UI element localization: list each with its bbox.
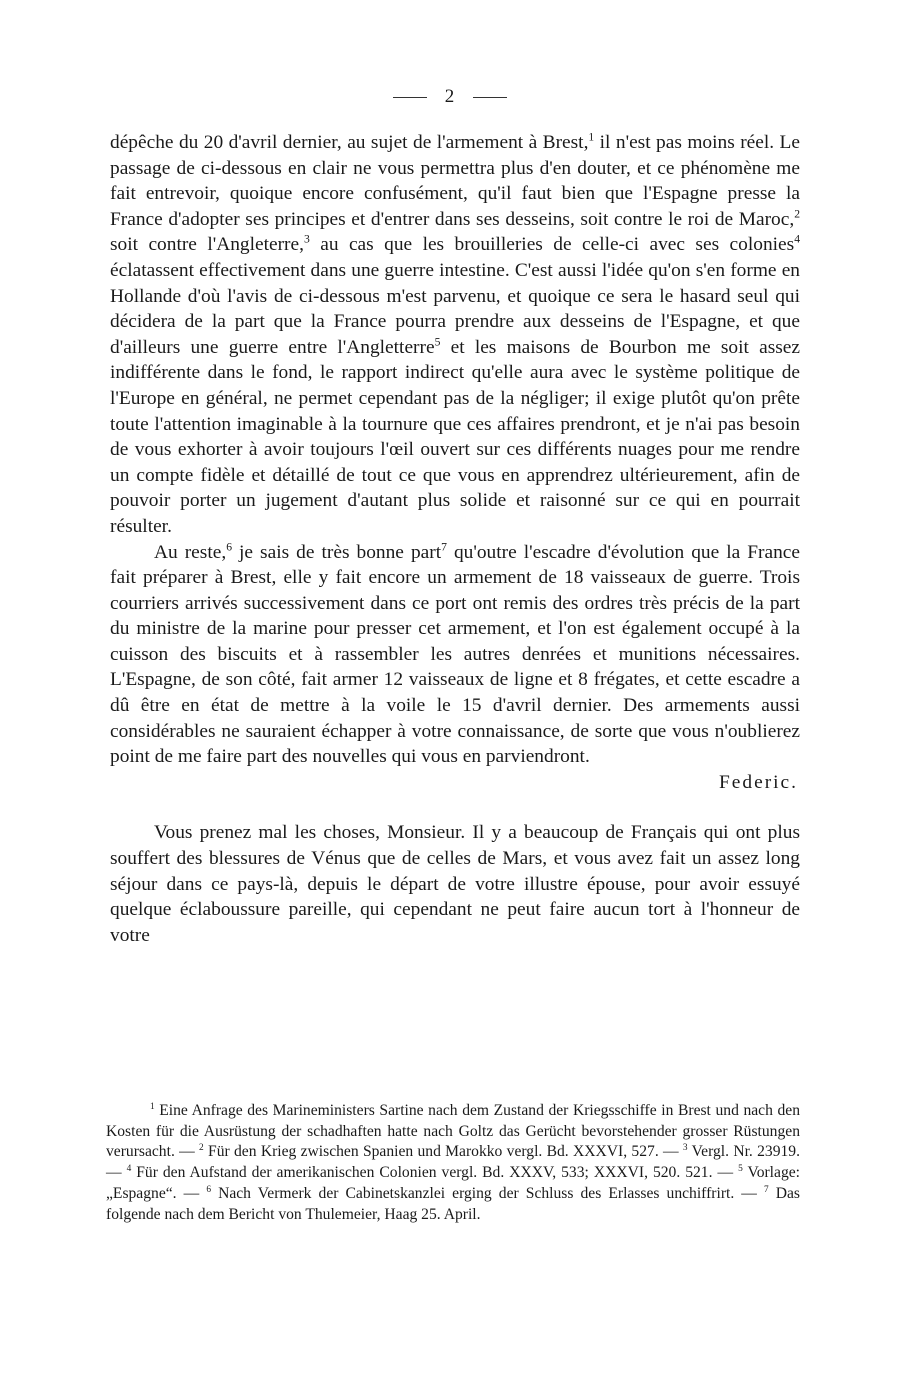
text-run: soit contre l'Angleterre, [110, 234, 304, 256]
text-run: dépêche du 20 d'avril dernier, au sujet de l'armement à Brest, [110, 132, 589, 153]
paragraph-1 [110, 130, 800, 540]
footnote-ref: 5 [434, 335, 441, 349]
footnote-marker: 5 [738, 1163, 743, 1174]
footnote-ref: 7 [441, 540, 447, 554]
text-run: il n'est pas moins réel. Le passage de ci-dessous en clair ne vous permettra plus d'en douter, et ce phénomène me fait entrevoir, quoique encore confusément, qu'il faut bien que l'Espagne presse la France d'adopter ses principes et d'entrer dans ses desseins, soit contre le roi de Maroc, [110, 132, 800, 230]
main-text [110, 130, 800, 948]
footnote-marker: 4 [126, 1163, 132, 1174]
section-gap [110, 795, 800, 820]
header-rule-right [473, 97, 507, 98]
footnote-marker: 7 [763, 1184, 769, 1195]
text-run: je sais de très bonne part [232, 541, 442, 563]
footnote-ref: 1 [588, 130, 595, 144]
text-run: Au reste, [154, 541, 227, 563]
footnote-ref: 2 [794, 207, 800, 221]
footnote-text: Vergl. Nr. 23919. — [106, 1143, 800, 1182]
footnote-text: Eine Anfrage des Marineministers Sartine nach dem Zustand der Kriegsschiffe in Brest und nach den Kosten für die Ausrüstung der schadhaften hatte nach Goltz das Gerücht bevorstehender grosser Rüstungen verursacht. — [106, 1102, 800, 1161]
footnote-ref: 6 [226, 540, 232, 554]
footnote-block [106, 1101, 800, 1225]
footnote-marker: 2 [199, 1143, 204, 1154]
footnote-text: Für den Krieg zwischen Spanien und Marokko vergl. Bd. XXXVI, 527. — [203, 1143, 683, 1161]
footnote-marker: 6 [206, 1184, 211, 1195]
paragraph-2 [110, 540, 800, 770]
page-number: 2 [444, 86, 456, 107]
footnotes [106, 1101, 800, 1225]
text-run: éclatassent effectivement dans une guerre intestine. C'est aussi l'idée qu'on s'en forme en Hollande d'où l'avis de ci-dessous m'est parvenu, et quoique ce sera le hasard seul qui décidera de la part que la France pourra prendre aux desseins de l'Espagne, et que d'ailleurs une guerre entre l'Angletterre [110, 259, 800, 358]
text-run: et les maisons de Bourbon me soit assez indifférente dans le fond, le rapport indirect qu'elle aura avec le système politique de l'Europe en général, ne permet cependant pas de la négliger; il exige plutôt qu'on prête toute l'attention imaginable à la tournure que ces affaires prendront, et je n'ai pas besoin de vous exhorter à avoir toujours l'œil ouvert sur ces différents nuages pour me rendre un compte fidèle et détaillé de tout ce que vous en apprendrez ultérieurement, afin de pouvoir porter un jugement d'autant plus solide et raisonné sur ce qui en pourrait résulter. [110, 336, 800, 537]
footnote-marker: 1 [150, 1101, 155, 1112]
footnote-marker: 3 [682, 1143, 688, 1154]
signature: Federic. [719, 771, 798, 793]
footnote-text: Vorlage: „Espagne“. — [106, 1164, 800, 1202]
text-run: au cas que les brouilleries de celle-ci avec ses colonies [309, 234, 795, 256]
footnote-ref: 4 [794, 232, 800, 246]
text-run: qu'outre l'escadre d'évolution que la France fait préparer à Brest, elle y fait encore un armement de 18 vaisseaux de guerre. Trois courriers arrivés successivement dans ce port ont remis des ordres très précis de la part du ministre de la marine pour presser cet armement, et l'on est également occupé à la cuisson des biscuits et à rassembler les autres denrées et munitions nécessaires. L'Espagne, de son côté, fait armer 12 vaisseaux de ligne et 8 frégates, et cette escadre a dû être en état de mettre à la voile le 15 d'avril dernier. Des armements aussi considérables ne sauraient échapper à votre connaissance, de sorte que vous n'oublierez point de me faire part des nouvelles qui vous en parviendront. [110, 541, 801, 768]
footnote-text: Nach Vermerk der Cabinetskanzlei erging der Schluss des Erlasses unchiffrirt. — [211, 1184, 764, 1202]
page-header [0, 86, 900, 108]
header-rule-left [393, 97, 427, 98]
footnote-text: Das folgende nach dem Bericht von Thulemeier, Haag 25. April. [106, 1184, 800, 1223]
footnote-ref: 3 [303, 232, 310, 246]
paragraph-3: Vous prenez mal les choses, Monsieur. Il y a beaucoup de Français qui ont plus souffert des blessures de Vénus que de celles de Mars, et vous avez fait un assez long séjour dans ce pays-là, depuis le départ de votre illustre épouse, pour avoir essuyé quelque éclaboussure pareille, qui cependant ne peut faire aucun tort à l'honneur de votre [110, 822, 800, 946]
footnote-text: Für den Aufstand der amerikanischen Colonien vergl. Bd. XXXV, 533; XXXVI, 520. 521. — [131, 1164, 739, 1182]
